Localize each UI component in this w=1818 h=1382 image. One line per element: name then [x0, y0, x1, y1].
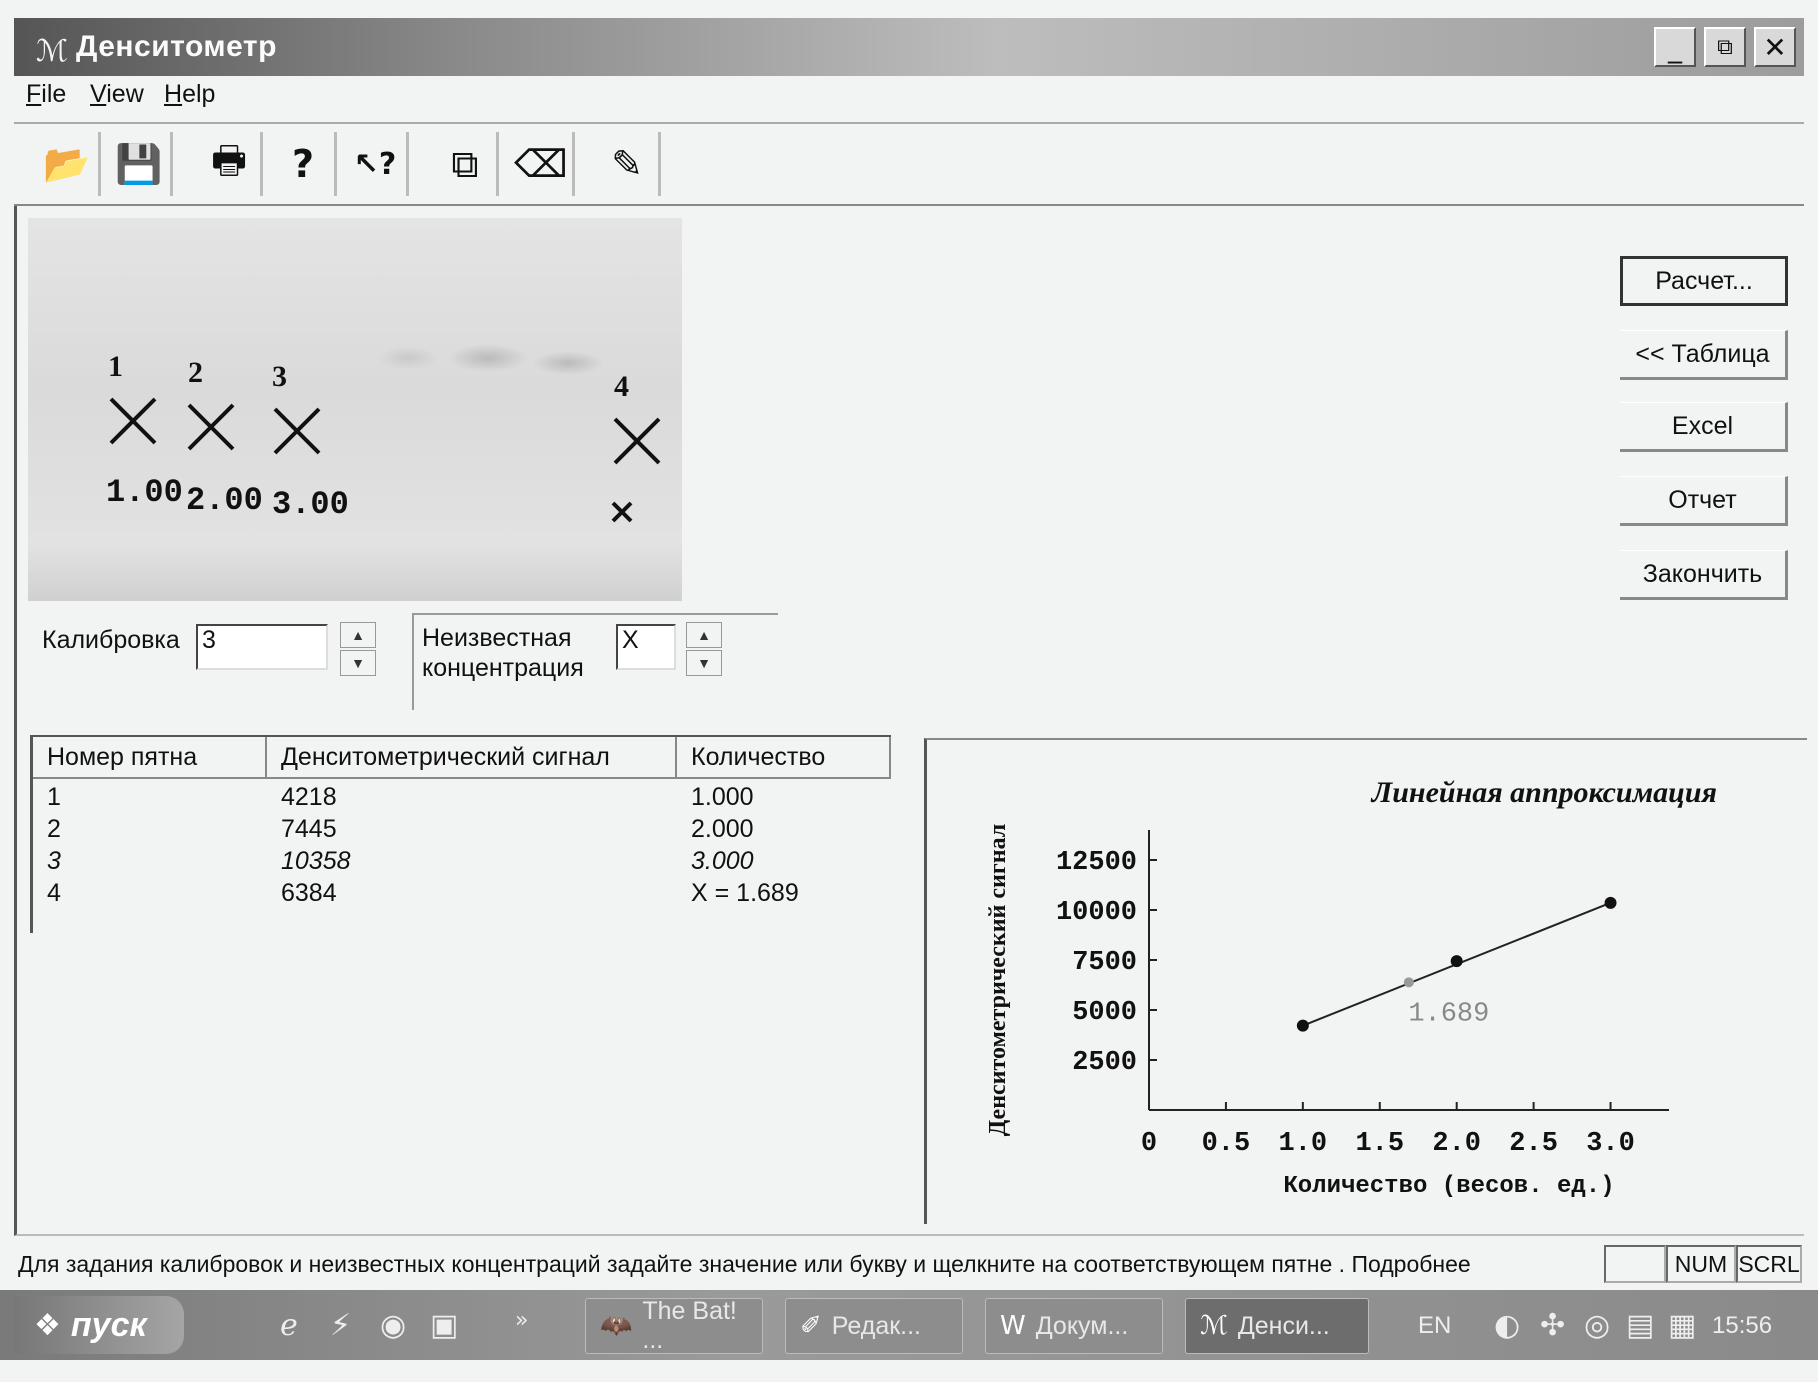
- densitometer-icon: ℳ: [1200, 1311, 1228, 1341]
- unknown-value: X: [622, 626, 639, 654]
- status-num: NUM: [1666, 1245, 1736, 1283]
- menu-bar: [14, 78, 1804, 120]
- finish-button[interactable]: Закончить: [1620, 550, 1788, 600]
- menu-help[interactable]: Help: [164, 80, 216, 108]
- taskbar-item-editor[interactable]: [785, 1298, 963, 1354]
- cell-spot: 3: [47, 847, 61, 875]
- spin-down-icon[interactable]: ▼: [340, 650, 376, 676]
- transfer-icon: ⧉: [451, 141, 479, 186]
- cell-signal: 4218: [281, 783, 337, 811]
- spin-up-icon[interactable]: ▲: [340, 622, 376, 648]
- cell-spot: 1: [47, 783, 61, 811]
- table-header: [33, 737, 891, 779]
- spot-value-2: 2.00: [186, 482, 263, 519]
- minimize-button[interactable]: [1654, 27, 1696, 67]
- y-tick-label: 5000: [1072, 998, 1137, 1028]
- cell-amount: X = 1.689: [691, 879, 799, 907]
- open-button[interactable]: [36, 132, 101, 196]
- cell-spot: 4: [47, 879, 61, 907]
- ie-icon[interactable]: ℯ: [280, 1308, 298, 1343]
- transfer-button[interactable]: [434, 132, 499, 196]
- y-tick-label: 7500: [1072, 948, 1137, 978]
- spot-marker-3[interactable]: [272, 406, 322, 456]
- calibration-chart: [927, 740, 1807, 1224]
- y-axis-label: Денситометрический сигнал: [985, 823, 1011, 1137]
- erase-button[interactable]: [510, 132, 575, 196]
- status-scrl: SCRL: [1736, 1245, 1802, 1283]
- erase-icon: ⌫: [514, 142, 568, 186]
- context-help-button[interactable]: [344, 132, 409, 196]
- x-axis-label: Количество (весов. ед.): [1283, 1173, 1615, 1200]
- spot-value-3: 3.00: [272, 486, 349, 523]
- editor-icon: ✐: [800, 1311, 822, 1341]
- x-tick-label: 1.5: [1355, 1129, 1405, 1159]
- cell-spot: 2: [47, 815, 61, 843]
- calculate-button[interactable]: Расчет...: [1620, 256, 1788, 306]
- cell-amount: 1.000: [691, 783, 754, 811]
- y-tick-label: 2500: [1072, 1048, 1137, 1078]
- toolbar-divider: [14, 122, 1804, 124]
- calibration-label: Калибровка: [42, 626, 180, 654]
- tlc-plate-image[interactable]: [28, 218, 682, 601]
- spot-marker-2[interactable]: [186, 402, 236, 452]
- chevron-right-icon[interactable]: »: [515, 1308, 529, 1333]
- clock: 15:56: [1712, 1312, 1773, 1339]
- print-icon: 🖶: [211, 137, 247, 182]
- spot-marker-4[interactable]: [612, 416, 662, 466]
- quicklaunch-icon[interactable]: ⚡: [330, 1308, 352, 1343]
- help-icon: ?: [291, 142, 315, 186]
- bat-icon: 🦇: [600, 1311, 633, 1341]
- tool-button[interactable]: [596, 132, 661, 196]
- window-title: Денситометр: [76, 30, 277, 63]
- column-header-amount[interactable]: Количество: [677, 737, 891, 777]
- x-tick-label: 2.5: [1509, 1129, 1558, 1159]
- tool-icon: ✎: [611, 142, 643, 186]
- taskbar-label: The Bat! ...: [642, 1297, 737, 1354]
- x-tick-label: 0.5: [1201, 1129, 1251, 1159]
- data-point: [1451, 955, 1463, 967]
- densitometer-icon: ℳ: [36, 34, 69, 69]
- tray-app-icon[interactable]: ▦: [1668, 1308, 1697, 1343]
- x-tick-label: 1.0: [1278, 1129, 1328, 1159]
- unknown-label-2: концентрация: [422, 654, 584, 682]
- save-icon: 💾: [115, 141, 163, 186]
- spot-value-1: 1.00: [106, 474, 183, 511]
- y-tick-label: 10000: [1055, 898, 1137, 928]
- taskbar-item-densitometer[interactable]: [1185, 1298, 1369, 1354]
- taskbar-label: Денси...: [1237, 1311, 1330, 1340]
- cell-amount: 3.000: [691, 847, 754, 875]
- calibration-input[interactable]: [196, 624, 328, 670]
- antivirus-icon[interactable]: ◎: [1584, 1308, 1611, 1343]
- spin-up-icon[interactable]: ▲: [686, 622, 722, 648]
- save-button[interactable]: [108, 132, 173, 196]
- unknown-point-label: 1.689: [1408, 999, 1490, 1030]
- disk-icon[interactable]: ▣: [430, 1308, 459, 1343]
- data-point: [1605, 897, 1617, 909]
- help-button[interactable]: [272, 132, 337, 196]
- spin-down-icon[interactable]: ▼: [686, 650, 722, 676]
- cell-signal: 6384: [281, 879, 337, 907]
- x-tick-label: 3.0: [1586, 1129, 1635, 1159]
- menu-view[interactable]: View: [90, 80, 144, 108]
- column-header-signal[interactable]: Денситометрический сигнал: [267, 737, 677, 777]
- spot-value-4: [610, 500, 634, 524]
- open-icon: 📂: [43, 141, 91, 186]
- calibration-value: 3: [202, 626, 216, 654]
- excel-button[interactable]: Excel: [1620, 402, 1788, 452]
- chart-panel: [924, 738, 1807, 1224]
- cell-signal: 10358: [281, 847, 351, 875]
- status-pane-empty: [1604, 1245, 1666, 1283]
- unknown-point: [1404, 977, 1414, 987]
- table-button[interactable]: << Таблица: [1620, 330, 1788, 380]
- language-indicator[interactable]: EN: [1418, 1312, 1452, 1339]
- y-tick-label: 12500: [1055, 848, 1137, 878]
- chart-title: Линейная аппроксимация: [1371, 776, 1717, 809]
- spot-number-1: 1: [108, 350, 123, 383]
- title-bar[interactable]: [14, 18, 1804, 76]
- x-tick-label: 0: [1140, 1129, 1158, 1159]
- context-help-icon: ↖?: [353, 146, 397, 182]
- cell-amount: 2.000: [691, 815, 754, 843]
- unknown-input[interactable]: [616, 624, 676, 670]
- cell-signal: 7445: [281, 815, 337, 843]
- spot-marker-1[interactable]: [108, 396, 158, 446]
- word-icon: W: [1000, 1311, 1026, 1341]
- taskbar-label: Редак...: [831, 1311, 921, 1340]
- spot-number-3: 3: [272, 360, 287, 393]
- x-tick-label: 2.0: [1432, 1129, 1481, 1159]
- taskbar-item-document[interactable]: [985, 1298, 1163, 1354]
- spot-number-4: 4: [614, 370, 629, 403]
- close-button[interactable]: [1754, 27, 1796, 67]
- results-table: [30, 735, 891, 933]
- taskbar-item-thebat[interactable]: [585, 1298, 763, 1354]
- start-button[interactable]: [14, 1296, 184, 1354]
- status-text: Для задания калибровок и неизвестных концентраций задайте значение или букву и щелкните на соответствующем пятне . Подробнее: [18, 1251, 1471, 1277]
- network-icon[interactable]: ✣: [1540, 1308, 1566, 1343]
- spot-number-2: 2: [188, 356, 203, 389]
- column-header-spot[interactable]: Номер пятна: [33, 737, 267, 777]
- print-button[interactable]: [198, 132, 263, 196]
- close-icon: ✕: [1763, 30, 1787, 64]
- volume-icon[interactable]: ◐: [1494, 1308, 1521, 1343]
- minimize-icon: _: [1668, 30, 1682, 64]
- menu-file[interactable]: File: [26, 80, 67, 108]
- windows-logo-icon: ❖: [34, 1307, 61, 1343]
- outlook-icon[interactable]: ◉: [380, 1308, 407, 1343]
- unknown-spinner[interactable]: [686, 622, 722, 674]
- restore-icon: ⧉: [1717, 34, 1733, 60]
- start-label: пуск: [70, 1305, 147, 1344]
- report-button[interactable]: Отчет: [1620, 476, 1788, 526]
- unknown-label-1: Неизвестная: [422, 624, 572, 652]
- taskbar-label: Докум...: [1035, 1311, 1129, 1340]
- calibration-spinner[interactable]: [340, 622, 376, 674]
- restore-button[interactable]: [1704, 27, 1746, 67]
- monitor-icon[interactable]: ▤: [1626, 1308, 1655, 1343]
- data-point: [1297, 1020, 1309, 1032]
